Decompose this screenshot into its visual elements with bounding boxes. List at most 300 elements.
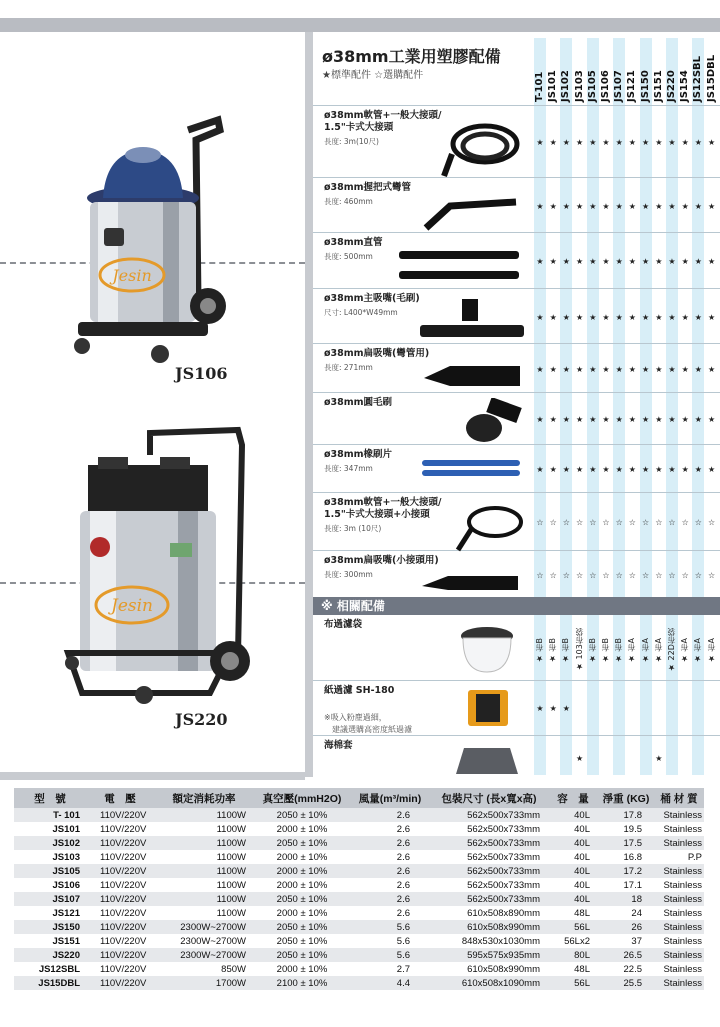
table-cell: 26 [598,920,654,934]
accessory-mark: ★ [589,415,597,424]
table-cell: 110V/220V [100,851,147,863]
spec-table-header: 桶 材 質 [654,788,704,808]
table-cell: 2.6 [396,879,410,891]
table-cell: JS15DBL [14,976,86,990]
table-cell: 19.5 [623,823,642,835]
accessory-spec: 長度: 347mm [324,464,373,473]
accessory-mark: ★ [589,257,597,266]
accessory-mark: ★ [576,257,584,266]
accessory-name: ø38mm扁吸嘴(彎管用) [324,348,430,359]
paper-filter-mark: ★ [549,704,557,713]
accessory-mark: ☆ [642,518,650,527]
accessory-mark: ☆ [655,518,663,527]
accessory-mark: ★ [694,415,702,424]
accessory-mark: ★ [642,257,650,266]
table-cell: 2.6 [350,864,430,878]
accessory-mark: ★ [708,465,716,474]
table-cell: Stainless [654,864,704,878]
model-column-header: JS106 [600,70,611,102]
table-cell: 110V/220V [86,948,154,962]
accessory-mark: ☆ [536,570,544,580]
filter-bag-mark: ★ 布B [561,637,571,663]
table-cell: 1100W [216,823,246,835]
accessory-mark: ☆ [655,570,663,580]
accessory-mark: ★ [681,201,689,211]
table-cell: 110V/220V [100,935,147,947]
accessory-mark: ★ [708,364,716,374]
table-cell: 562x500x733mm [430,836,548,850]
spec-table [14,788,704,990]
svg-text:Jesin: Jesin [111,596,153,616]
model-column-header: JS151 [652,70,664,102]
table-cell: 595x575x935mm [430,948,548,962]
table-row [14,906,704,920]
table-cell: 37 [631,935,642,947]
filter-bag-image [455,622,520,677]
accessory-mark: ★ [668,138,676,147]
table-cell: 562x500x733mm [467,879,540,891]
accessory-mark: ☆ [549,570,557,580]
accessory-mark: ★ [655,201,663,211]
table-cell: JS106 [52,879,80,891]
accessory-mark: ★ [694,257,702,266]
accessory-mark: ★ [615,465,623,474]
table-cell: JS101 [52,823,80,835]
sponge-mark: ★ [655,754,663,763]
accessory-name: ø38mm橡刷片 [324,449,393,460]
table-cell: 40L [548,836,598,850]
table-cell: 110V/220V [86,892,154,906]
table-cell: 1100W [154,864,254,878]
accessory-mark: ★ [549,201,557,211]
table-cell: 1100W [154,836,254,850]
bottom-strip [0,772,305,780]
table-cell: 80L [548,948,598,962]
table-cell: 562x500x733mm [467,851,540,863]
sponge-mark: ★ [576,754,584,763]
accessory-mark: ★ [589,364,597,374]
table-cell: 110V/220V [86,808,154,822]
table-cell: JS105 [14,864,86,878]
accessory-mark: ★ [708,201,716,211]
accessory-mark: ☆ [668,518,676,527]
accessory-mark: ★ [615,364,623,374]
accessory-mark: ★ [589,138,597,147]
accessory-mark: ☆ [681,570,689,580]
table-cell: 848x530x1030mm [461,935,540,947]
accessory-mark: ☆ [628,570,636,580]
bent-wand-image [420,190,520,235]
accessory-mark: ★ [549,364,557,374]
table-cell: 1100W [154,808,254,822]
accessory-title: ø38mm工業用塑膠配備 [322,47,501,66]
table-cell: Stainless [654,808,704,822]
table-cell: 562x500x733mm [467,823,540,835]
table-row [14,962,704,976]
table-row [14,822,704,836]
table-row [14,934,704,948]
filter-bag-mark: ★ 布B [535,637,544,663]
table-row [14,892,704,906]
table-cell: Stainless [654,948,704,962]
accessory-mark: ★ [655,465,663,474]
table-cell: Stainless [654,892,704,906]
table-cell: 110V/220V [86,920,154,934]
accessory-mark: ★ [589,201,597,211]
model-column-header: JS150 [639,70,651,102]
table-cell: 110V/220V [86,836,154,850]
accessory-mark: ★ [655,364,663,374]
accessory-mark: ★ [708,257,716,266]
accessory-mark: ★ [589,465,597,474]
table-cell: P.P [687,851,702,863]
accessory-mark: ★ [589,312,597,322]
table-cell: Stainless [654,920,704,934]
filter-bag-mark: ★ 布A [693,637,703,663]
filter-bag-mark: ★ 布A [640,637,650,663]
accessory-mark: ★ [694,201,702,211]
table-cell: 2.6 [396,823,410,835]
accessory-mark: ☆ [628,518,636,527]
accessory-spec: 長度: 460mm [324,197,373,206]
accessory-mark: ★ [549,415,557,424]
table-cell: 22.5 [623,963,642,975]
accessory-mark: ★ [562,364,570,374]
table-cell: 2050 ± 10% [276,935,328,947]
table-cell: Stainless [663,823,702,835]
model-column-header: JS220 [666,70,677,102]
table-cell: 1100W [216,907,246,919]
accessory-mark: ☆ [589,518,597,527]
table-cell: 48L [574,963,590,975]
spec-table-header: 電 壓 [86,788,154,808]
filter-bag-mark: ★ 布B [601,637,610,663]
accessory-mark: ★ [642,364,650,374]
table-cell: 2100 ± 10% [254,976,350,990]
table-row [14,878,704,892]
accessory-mark: ★ [628,465,636,474]
accessory-name: ø38mm扁吸嘴(小接頭用) [324,555,439,566]
sponge-cover-image [452,742,522,778]
straight-wand-image [395,245,525,285]
accessory-mark: ★ [642,138,650,147]
spec-table-header: 風量(m³/min) [350,788,430,808]
accessory-mark: ★ [562,138,570,147]
table-cell: Stainless [654,836,704,850]
table-cell: 2050 ± 10% [254,920,350,934]
table-cell: 16.8 [623,851,642,863]
accessory-mark: ★ [536,257,544,266]
accessory-mark: ★ [615,201,623,211]
table-cell: 18 [598,892,654,906]
accessory-mark: ★ [668,465,676,474]
accessory-mark: ★ [628,257,636,266]
table-cell: 2.6 [350,892,430,906]
paper-note-2: 建議選購高密度紙過濾 [332,725,412,734]
table-cell: 562x500x733mm [430,864,548,878]
accessory-mark: ★ [681,257,689,266]
accessory-spec: 長度: 271mm [324,363,373,372]
accessory-spec: 尺寸: L400*W49mm [324,308,398,317]
filter-bag-mark: ★ 布A [653,637,663,663]
table-cell: 40L [548,864,598,878]
accessory-name: ø38mm軟管+一般大接頭/ [324,110,442,121]
accessory-mark: ★ [615,415,623,424]
accessory-name: ø38mm主吸嘴(毛刷) [324,293,420,304]
accessory-mark: ★ [536,201,544,211]
table-cell: Stainless [663,963,702,975]
accessory-mark: ☆ [642,570,650,580]
accessory-mark: ★ [562,415,570,424]
table-cell: 1100W [154,892,254,906]
accessory-mark: ☆ [576,570,584,580]
table-cell: 2050 ± 10% [254,892,350,906]
accessory-name: ø38mm握把式彎管 [324,182,412,193]
accessory-mark: ☆ [708,518,716,527]
table-cell: JS220 [14,948,86,962]
small-crevice-image [418,572,523,594]
table-cell: 2.6 [350,808,430,822]
table-cell: 2.6 [396,907,410,919]
accessory-mark: ★ [576,364,584,374]
accessory-mark: ★ [536,364,544,374]
accessory-mark: ★ [549,257,557,266]
accessory-mark: ★ [628,138,636,147]
accessory-mark: ★ [536,138,544,147]
table-row [14,808,704,822]
table-cell: 562x500x733mm [430,892,548,906]
table-row [14,864,704,878]
table-cell: 24 [631,907,642,919]
sponge-cover-label: 海棉套 [324,740,353,751]
accessory-mark: ★ [681,415,689,424]
accessory-mark: ★ [655,257,663,266]
vacuum-js220-image [60,425,250,715]
accessory-mark: ★ [562,201,570,211]
table-cell: 610x508x1090mm [430,976,548,990]
table-cell: JS102 [14,836,86,850]
accessory-mark: ★ [562,465,570,474]
accessory-mark: ★ [628,364,636,374]
accessory-mark: ★ [668,257,676,266]
accessory-spec: 長度: 3m (10尺) [324,524,382,533]
top-bar [0,18,720,32]
accessory-mark: ★ [628,312,636,322]
accessory-mark: ★ [708,312,716,322]
table-cell: 40L [548,892,598,906]
accessory-mark: ☆ [615,570,623,580]
table-cell: 48L [574,907,590,919]
floor-brush-image [418,295,526,343]
accessory-mark: ★ [628,201,636,211]
spec-table-header: 淨重 (KG) [598,788,654,808]
table-row [14,976,704,990]
accessory-mark: ☆ [668,570,676,580]
table-cell: Stainless [663,907,702,919]
model-column-header: JS103 [573,70,585,102]
accessory-mark: ★ [602,312,610,322]
accessory-spec: 長度: 500mm [324,252,373,261]
accessory-mark: ★ [655,312,663,322]
table-cell: 40L [574,851,590,863]
paper-filter-mark: ★ [562,704,570,713]
table-cell: 2000 ± 10% [276,879,328,891]
accessory-mark: ★ [615,312,623,322]
filter-bag-label: 布過濾袋 [324,619,363,630]
table-cell: 2.6 [350,836,430,850]
filter-bag-mark: ★ 布B [548,637,558,663]
accessory-mark: ★ [681,312,689,322]
filter-bag-mark: ★ 103布袋 [574,628,584,672]
accessory-mark: ★ [536,415,544,424]
model-column-header: JS15DBL [705,54,717,102]
table-cell: 17.8 [598,808,654,822]
accessory-mark: ★ [576,201,584,211]
table-cell: 2.7 [396,963,410,975]
accessory-mark: ★ [602,364,610,374]
accessory-mark: ★ [602,138,610,147]
accessory-mark: ★ [615,257,623,266]
accessory-mark: ☆ [615,518,623,527]
table-cell: 2000 ± 10% [276,907,328,919]
accessory-mark: ★ [536,312,544,322]
table-cell: 5.6 [350,920,430,934]
model-column-header: JS154 [679,70,691,102]
accessory-mark: ★ [576,415,584,424]
table-cell: 2000 ± 10% [254,864,350,878]
spec-table-header: 容 量 [548,788,598,808]
accessory-mark: ★ [708,138,716,147]
table-cell: 562x500x733mm [430,808,548,822]
logo-text: Jesin [112,266,152,285]
table-cell: 26.5 [598,948,654,962]
table-cell: 2050 ± 10% [254,948,350,962]
accessory-mark: ☆ [562,570,570,580]
filter-bag-mark: ★ 布A [680,637,690,663]
accessory-spec: 長度: 3m(10尺) [324,137,379,146]
accessory-mark: ☆ [549,518,557,527]
accessory-mark: ★ [549,138,557,147]
table-cell: JS12SBL [38,963,80,975]
table-cell: T- 101 [14,808,86,822]
accessory-mark: ★ [549,312,557,322]
table-cell: 17.2 [598,864,654,878]
accessory-name: ø38mm圓毛刷 [324,397,393,408]
accessory-mark: ★ [694,465,702,474]
vertical-divider [305,32,313,777]
accessory-mark: ★ [562,312,570,322]
accessory-mark: ☆ [694,518,702,527]
table-cell: 110V/220V [100,963,147,975]
accessory-mark: ☆ [602,518,610,527]
table-cell: 2000 ± 10% [276,823,328,835]
table-cell: 40L [574,879,590,891]
accessory-mark: ★ [668,201,676,211]
filter-bag-mark: ★ 22D布袋 [667,628,676,672]
table-cell: 5.6 [350,948,430,962]
accessory-mark: ☆ [589,570,597,580]
accessory-mark: ★ [668,364,676,374]
paper-note-1: ※吸入粉塵過細， [324,713,387,722]
accessory-name-line2: 1.5"卡式大接頭 [324,122,394,133]
accessory-mark: ★ [642,415,650,424]
accessory-mark: ★ [681,465,689,474]
crevice-nozzle-image [420,360,525,390]
accessory-mark: ★ [668,415,676,424]
table-cell: Stainless [663,935,702,947]
related-section-title: ※ 相關配備 [313,597,720,615]
hose-small-image [440,500,530,560]
spec-table-header: 額定消耗功率 [154,788,254,808]
accessory-mark: ☆ [562,518,570,527]
table-cell: 1700W [154,976,254,990]
rubber-blade-image [420,456,524,482]
model-column-header: JS102 [560,70,572,102]
model-column-header: T-101 [534,71,545,102]
table-row [14,836,704,850]
accessory-mark: ★ [602,415,610,424]
accessory-mark: ★ [602,201,610,211]
table-cell: 110V/220V [86,864,154,878]
table-cell: 40L [548,808,598,822]
table-cell: 56L [548,920,598,934]
table-cell: 850W [221,963,246,975]
table-cell: 610x508x890mm [467,907,540,919]
accessory-mark: ★ [642,465,650,474]
model-column-header: JS105 [586,70,598,102]
paper-filter-image [462,686,514,730]
table-cell: 56L [548,976,598,990]
accessory-mark: ★ [602,257,610,266]
accessory-name: ø38mm直管 [324,237,383,248]
filter-bag-mark: ★ 布A [627,637,637,663]
accessory-mark: ★ [668,312,676,322]
hose-image [440,114,530,184]
accessory-mark: ★ [708,415,716,424]
accessory-mark: ★ [576,465,584,474]
accessory-name: ø38mm軟管+一般大接頭/ [324,497,442,508]
table-cell: 1100W [216,879,246,891]
table-cell: 2300W~2700W [154,948,254,962]
table-cell: 56Lx2 [564,935,590,947]
accessory-mark: ★ [642,312,650,322]
accessory-mark: ★ [642,201,650,211]
table-cell: Stainless [663,879,702,891]
paper-filter-label: 紙過濾 SH-180 [324,685,395,696]
table-cell: 2.6 [396,851,410,863]
accessory-legend: ★標準配件 ☆選購配件 [322,70,424,81]
spec-table-header: 包裝尺寸 (長x寬x高) [430,788,548,808]
accessory-mark: ☆ [681,518,689,527]
spec-table-header: 型 號 [14,788,86,808]
table-cell: 2300W~2700W [154,920,254,934]
model-label-js220: JS220 [175,710,228,729]
accessory-mark: ☆ [602,570,610,580]
table-cell: JS107 [14,892,86,906]
model-column-header: JS107 [613,70,625,102]
model-label-js106: JS106 [175,364,228,383]
accessory-name-line2: 1.5"卡式大接頭+小接頭 [324,509,430,520]
model-column-header: JS101 [547,70,559,102]
accessory-mark: ★ [681,364,689,374]
table-cell: 25.5 [598,976,654,990]
table-cell: 4.4 [350,976,430,990]
table-cell: JS150 [14,920,86,934]
table-row [14,920,704,934]
filter-bag-mark: ★ 布B [587,637,597,663]
accessory-mark: ★ [694,312,702,322]
table-cell: 2000 ± 10% [276,851,328,863]
